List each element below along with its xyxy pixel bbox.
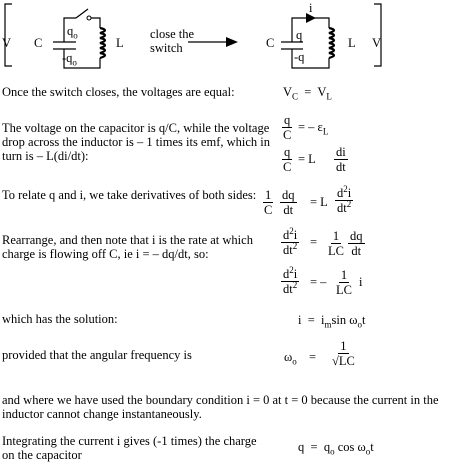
row2-eq1-frac: $\frac{q}{C}$ xyxy=(283,113,292,142)
row3-text: To relate q and i, we take derivatives of both sides: xyxy=(2,188,257,202)
close-arrow xyxy=(188,37,238,47)
row5-equation: $i = i_m\sin$ $\omega_ot$ xyxy=(298,313,366,330)
row7-text: and where we have used the boundary condition i = 0 at t = 0 because the current in the inductor cannot change instantaneously. xyxy=(2,393,439,421)
row4-text: Rearrange, and then note that i is the rate at which charge is flowing off C, ie i = – dq/dt, so: xyxy=(2,233,253,261)
row4-eq1-frac-dq-dt: $\frac{dq}{dt}$ xyxy=(350,229,363,258)
row6-frac: $\frac{1}{√LC}$ xyxy=(332,339,355,368)
row4-eq2-tail: i xyxy=(359,275,363,289)
left-wire-top-b xyxy=(91,18,100,28)
left-q-bottom: $-q_o$ xyxy=(62,51,77,68)
right-v-bracket xyxy=(374,4,381,66)
row2-eq2-op: = L xyxy=(298,152,316,166)
row2-eq2-frac: $\frac{q}{C}$ xyxy=(283,145,292,174)
right-q-top: q xyxy=(296,28,303,42)
left-circuit xyxy=(5,4,105,68)
left-inductor-coil xyxy=(100,28,105,58)
row3-frac-1-over-c: $\frac{1}{C}$ xyxy=(264,188,273,217)
left-l-label: L xyxy=(116,36,124,50)
row4-eq2-lhs: $\frac{d^2i}{dt^2}$ xyxy=(283,264,298,296)
row2-eq1-rhs: = – $\varepsilon_L$ xyxy=(298,120,329,137)
row4-eq2-frac-1-lc: $\frac{1}{LC}$ xyxy=(336,268,352,297)
right-v-label: V xyxy=(372,36,382,50)
row1-equation: $V_C = V_L$ xyxy=(283,85,332,102)
left-v-label: V xyxy=(2,36,12,50)
right-c-label: C xyxy=(266,36,275,50)
circuit-diagrams xyxy=(0,0,472,90)
right-inductor-coil xyxy=(329,28,334,58)
row8-equation: $q = q_o$ $\cos \omega_ot$ xyxy=(298,440,374,457)
row3-frac-d2i-dt2: $\frac{d^2i}{dt^2}$ xyxy=(337,183,352,215)
right-i-label: i xyxy=(309,1,313,15)
action-line1: close the xyxy=(150,27,195,41)
left-switch-blade xyxy=(76,9,88,18)
row6-text: provided that the angular frequency is xyxy=(2,348,192,362)
row5-text: which has the solution: xyxy=(2,312,118,326)
row4-eq1-op: = xyxy=(310,235,318,249)
row3-op: = L xyxy=(310,195,328,209)
row2-text: The voltage on the capacitor is q/C, while the voltage drop across the inductor is – 1 times its emf, which in turn is – L(di/dt): xyxy=(2,121,271,163)
row4-eq1-lhs: $\frac{d^2i}{dt^2}$ xyxy=(283,225,298,257)
row2-eq2-deriv: $\frac{di}{dt}$ xyxy=(336,145,346,174)
row1-text: Once the switch closes, the voltages are equal: xyxy=(2,85,235,99)
right-q-bottom: -q xyxy=(294,50,305,64)
action-line2: switch xyxy=(150,41,183,55)
row3-frac-dq-dt: $\frac{dq}{dt}$ xyxy=(282,188,295,217)
row6-lhs: $\omega_o$ xyxy=(284,350,297,367)
left-q-top: $q_o$ xyxy=(67,24,78,41)
right-l-label: L xyxy=(348,36,356,50)
row4-eq1-frac-1-lc: $\frac{1}{LC}$ xyxy=(328,229,344,258)
left-switch-contact xyxy=(87,16,91,20)
row8-text: Integrating the current i gives (-1 times) the charge on the capacitor xyxy=(2,434,257,462)
left-v-bracket xyxy=(5,4,12,66)
row6-op: = xyxy=(309,350,317,364)
row4-eq2-op: = – xyxy=(310,275,327,289)
left-c-label: C xyxy=(34,36,43,50)
